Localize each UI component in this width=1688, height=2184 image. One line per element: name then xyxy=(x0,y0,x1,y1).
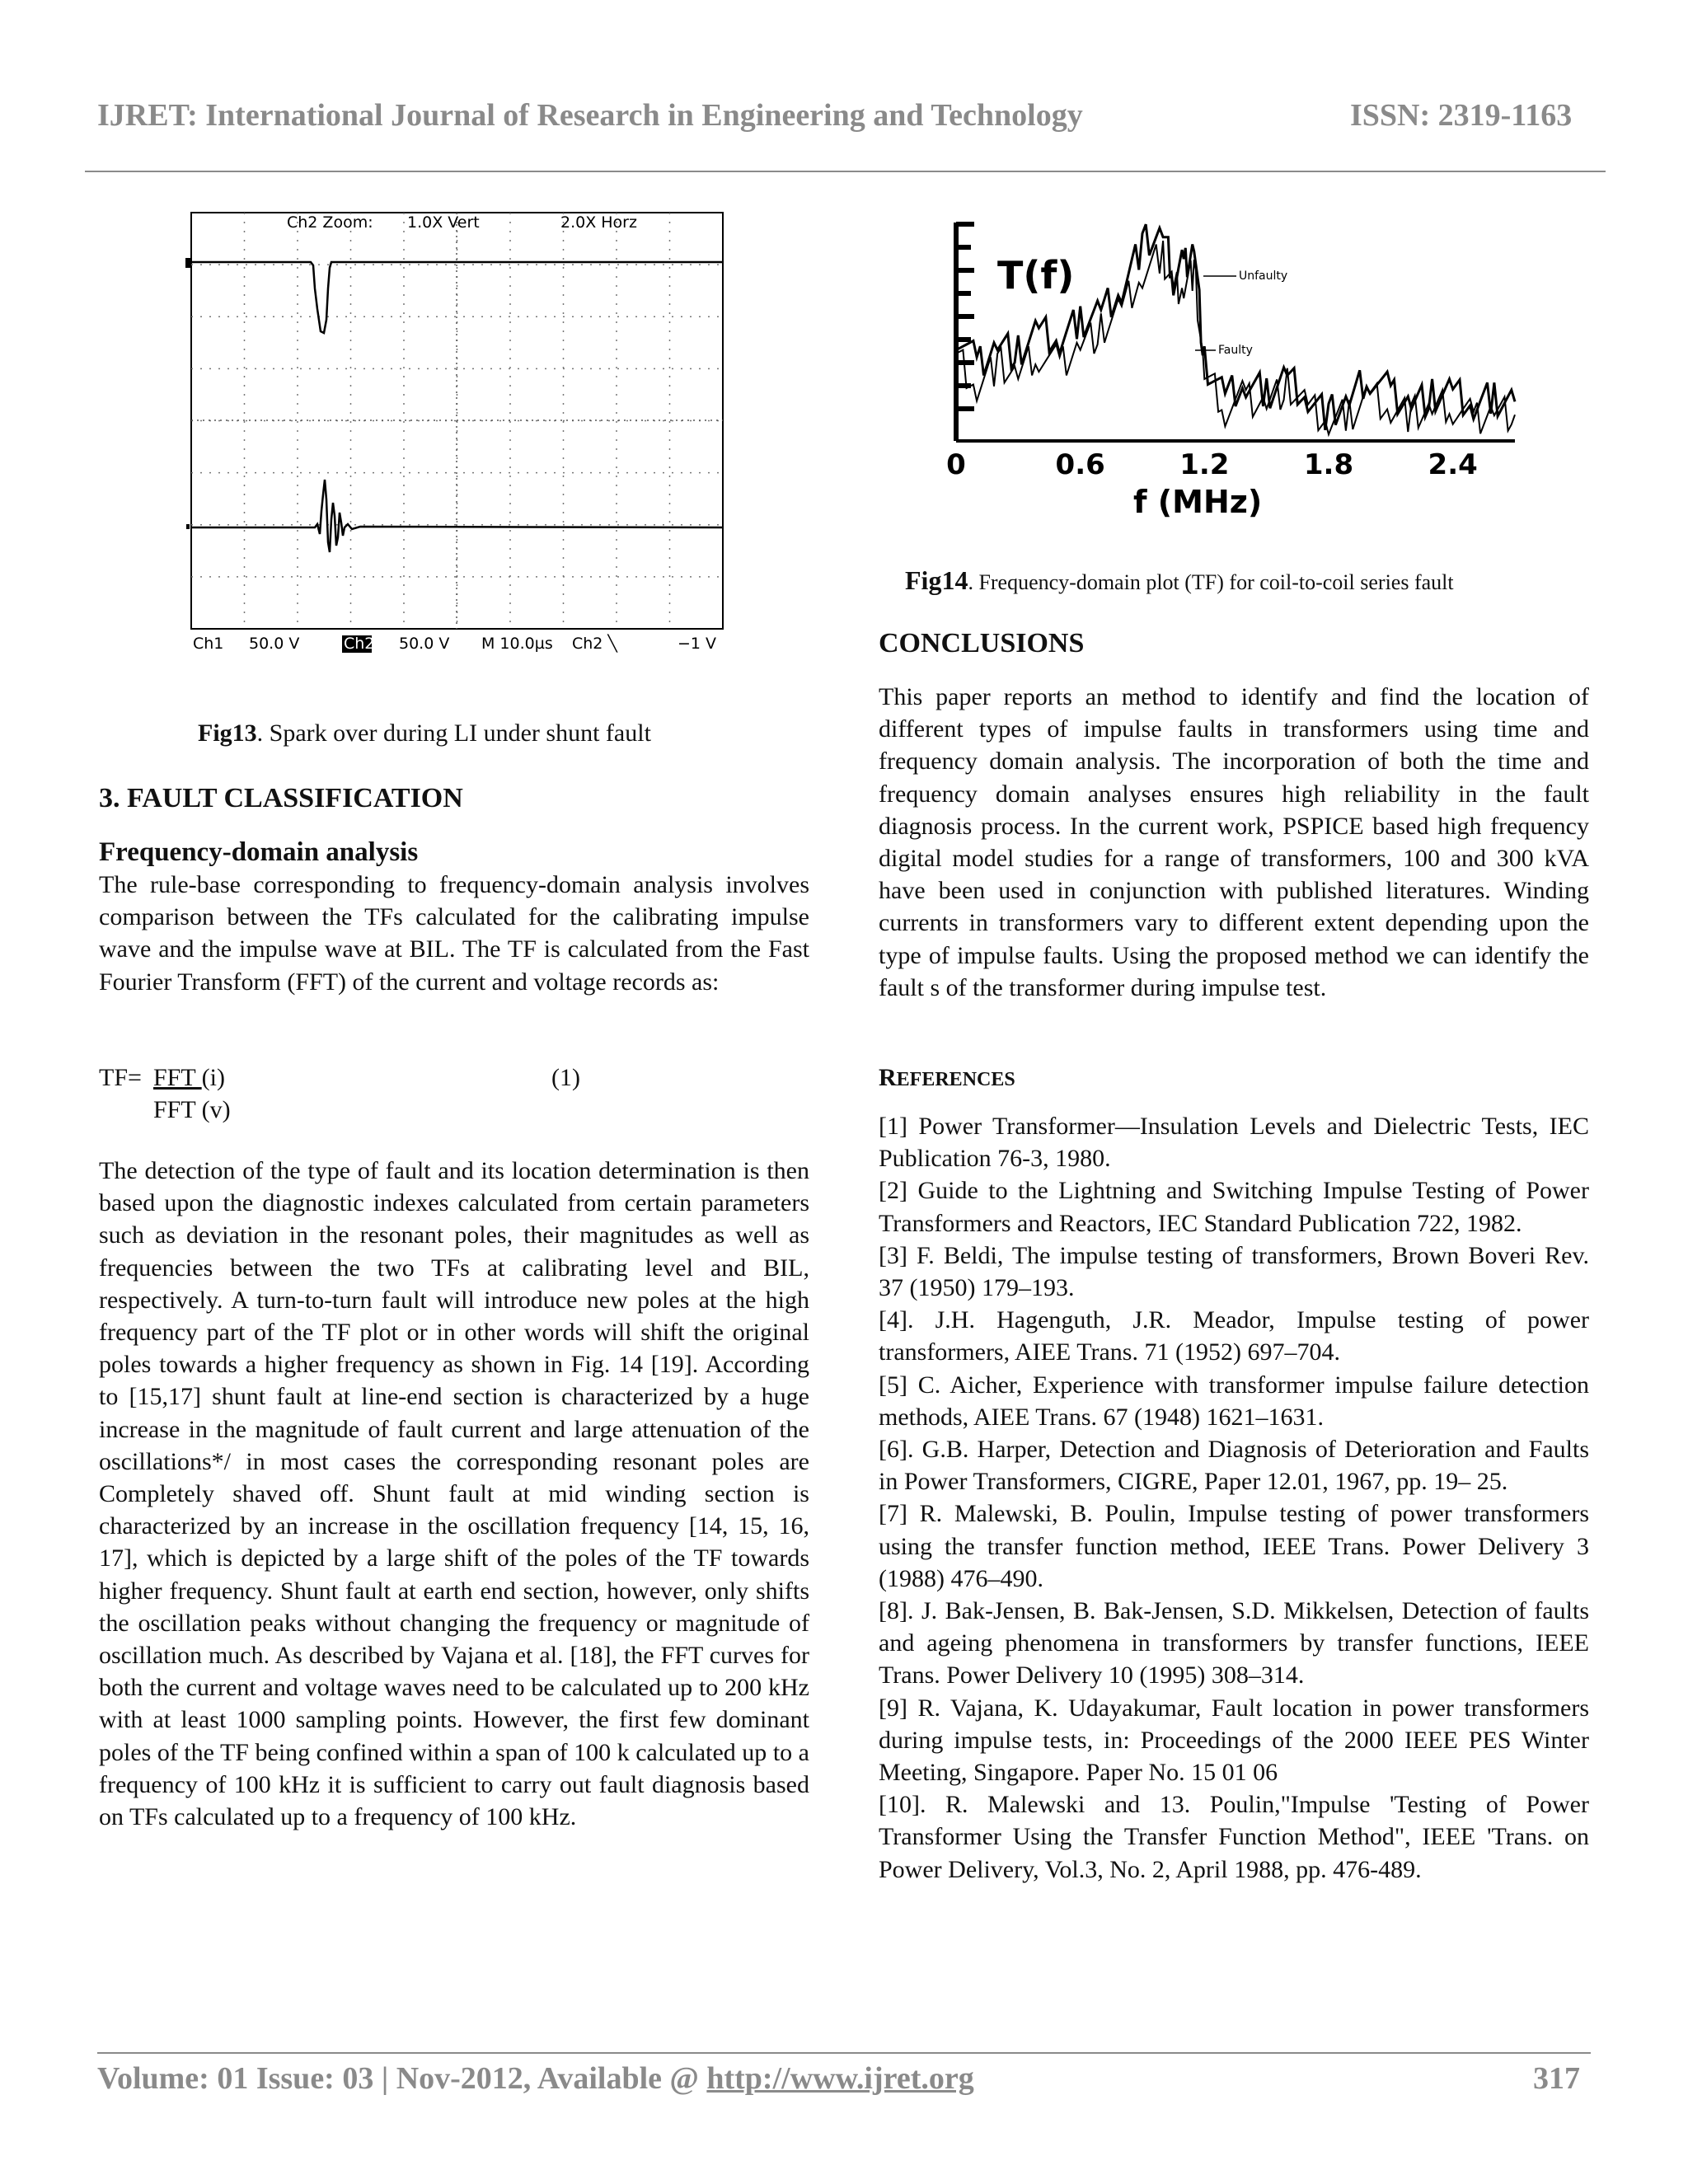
reference-item: [7] R. Malewski, B. Poulin, Impulse testing of power transformers using the transfer function method, IEEE Trans. Power Delivery 3 (1988) 476–490. xyxy=(879,1500,1589,1592)
equation-denominator: FFT (v) xyxy=(153,1096,231,1123)
section3-para2: The detection of the type of fault and its location determination is then based upon the diagnostic indexes calculated from certain parameters such as deviation in the resonant poles, their magnitudes as well as frequencies between the two TFs at calibrating level and BIL, respectively. A turn-to-turn fault will introduce new poles at the high frequency part of the TF plot or in other words will shift the original poles towards a higher frequency as shown in Fig. 14 [19]. According to [15,17] shunt fault at line-end section is characterized by a huge increase in the magnitude of fault current and large attenuation of the oscillations*/ in most cases the corresponding resonant poles are Completely shaved off. Shunt fault at mid winding section is characterized by an increase in the oscillation frequency [14, 15, 16, 17], which is depicted by a large shift of the poles of the TF towards higher frequency. Shunt fault at earth end section, however, only shifts the oscillation peaks without changing the frequency or magnitude of oscillation much. As described by Vajana et al. [18], the FFT curves for both the current and voltage waves need to be calculated up to 200 kHz with at least 1000 sampling points. However, the first few dominant poles of the TF being confined within a span of 100 k calculated up to a frequency of 100 kHz it is sufficient to carry out fault diagnosis based on TFs calculated up to a frequency of 100 kHz. xyxy=(99,1157,809,1831)
reference-item: [4]. J.H. Hagenguth, J.R. Meador, Impulse testing of power transformers, AIEE Trans. 71 (1952) 697–704. xyxy=(879,1306,1589,1366)
header-divider xyxy=(85,171,1606,172)
tf-y-axis xyxy=(956,223,974,441)
equation-numerator xyxy=(153,1062,225,1094)
footer-volume xyxy=(97,2060,974,2097)
scope-ch1-label: Ch1 xyxy=(193,635,224,653)
fig13-caption-text: . Spark over during LI under shunt fault xyxy=(256,719,651,747)
tf-frequency-plot xyxy=(931,206,1533,536)
x-tick-label: 1.8 xyxy=(1303,448,1354,481)
fig13-label: Fig13 xyxy=(198,719,257,747)
legend-faulty: Faulty xyxy=(1218,344,1253,357)
reference-item: [6]. G.B. Harper, Detection and Diagnosis of Deterioration and Faults in Power Transformers, CIGRE, Paper 12.01, 1967, pp. 19– 25. xyxy=(879,1436,1589,1496)
scope-vert-label: 1.0X Vert xyxy=(407,213,480,232)
reference-item: [8]. J. Bak-Jensen, B. Bak-Jensen, S.D. Mikkelsen, Detection of faults and ageing phenomena in transformers by transfer functions, IEEE Trans. Power Delivery 10 (1995) 308–314. xyxy=(879,1597,1589,1690)
scope-ch2-value: 50.0 V xyxy=(399,635,450,653)
references-title-initial: R xyxy=(879,1064,897,1091)
x-tick-label: 2.4 xyxy=(1428,448,1478,481)
tf-x-label: f (MHz) xyxy=(1133,484,1263,520)
scope-zoom-label: Ch2 Zoom: xyxy=(287,213,373,232)
fig14-label: Fig14 xyxy=(905,565,968,595)
scope-horz-label: 2.0X Horz xyxy=(560,213,637,232)
legend-unfaulty: Unfaulty xyxy=(1239,269,1288,283)
fig14-caption xyxy=(905,565,1454,596)
reference-item: [3] F. Beldi, The impulse testing of transformers, Brown Boveri Rev. 37 (1950) 179–193. xyxy=(879,1241,1589,1302)
subsection-title: Frequency-domain analysis xyxy=(99,837,419,867)
section-title: 3. FAULT CLASSIFICATION xyxy=(99,783,463,813)
equation-numerator-rest: (i) xyxy=(201,1064,225,1091)
reference-item: [9] R. Vajana, K. Udayakumar, Fault location in power transformers during impulse tests, in: Proceedings of the 2000 IEEE PES Winter Meeting, Singapore. Paper No. 15 01 06 xyxy=(879,1694,1589,1787)
scope-trigger-label: Ch2 ╲ xyxy=(572,635,617,653)
section3-para1: The rule-base corresponding to frequency-domain analysis involves comparison between the TFs calculated for the calibrating impulse wave and the impulse wave at BIL. The TF is calculated from the Fast Fourier Transform (FFT) of the current and voltage records as: xyxy=(99,871,809,996)
equation-numerator-underlined: FFT xyxy=(153,1064,202,1091)
issn: ISSN: 2319-1163 xyxy=(1350,98,1573,133)
scope-ch2-label: Ch2 xyxy=(344,635,375,653)
fig13-caption xyxy=(198,719,651,748)
tf-y-label: T(f) xyxy=(997,253,1075,298)
reference-item: [1] Power Transformer—Insulation Levels and Dielectric Tests, IEC Publication 76-3, 1980. xyxy=(879,1113,1589,1173)
fig14-figure xyxy=(931,206,1533,536)
equation-number: (1) xyxy=(551,1064,580,1091)
journal-link[interactable]: http://www.ijret.org xyxy=(706,2061,974,2096)
x-tick-label: 0.6 xyxy=(1055,448,1105,481)
scope-trigger-value: −1 V xyxy=(678,635,717,653)
references-list xyxy=(879,1110,1589,1886)
page-number: 317 xyxy=(1533,2061,1580,2096)
scope-ch1-value: 50.0 V xyxy=(249,635,300,653)
tf-x-ticks xyxy=(946,448,1478,481)
fig13-figure xyxy=(183,206,727,659)
scope-time-label: M 10.0µs xyxy=(481,635,553,653)
footer-divider xyxy=(97,2052,1591,2054)
equation-lhs: TF= xyxy=(99,1064,142,1091)
oscilloscope-plot xyxy=(183,206,727,659)
x-tick-label: 0 xyxy=(946,448,966,481)
conclusions-text: This paper reports an method to identify and find the location of different types of impulse faults in transformers using time and frequency domain analysis. The incorporation of both the time and frequency domain analyses ensures high reliability in the fault diagnosis process. In the current work, PSPICE based high frequency digital model studies for a range of transformers, 100 and 300 kVA have been used in conjunction with published literatures. Winding currents in transformers vary to different extent depending upon the type of impulse faults. Using the proposed method we can identify the fault s of the transformer during impulse test. xyxy=(879,683,1589,1001)
references-title xyxy=(879,1064,1015,1092)
fig14-caption-text: . Frequency-domain plot (TF) for coil-to-coil series fault xyxy=(968,570,1454,594)
references-title-rest: EFERENCES xyxy=(896,1069,1015,1090)
journal-title: IJRET: International Journal of Research in Engineering and Technology xyxy=(97,98,1083,133)
x-tick-label: 1.2 xyxy=(1179,448,1230,481)
footer-volume-text: Volume: 01 Issue: 03 | Nov-2012, Available @ xyxy=(97,2061,707,2096)
reference-item: [10]. R. Malewski and 13. Poulin,"Impulse 'Testing of Power Transformer Using the Transfer Function Method", IEEE 'Trans. on Power Delivery, Vol.3, No. 2, April 1988, pp. 476-489. xyxy=(879,1791,1589,1883)
ch1-marker xyxy=(185,258,190,268)
reference-item: [2] Guide to the Lightning and Switching Impulse Testing of Power Transformers and Reactors, IEC Standard Publication 722, 1982. xyxy=(879,1177,1589,1237)
conclusions-title: CONCLUSIONS xyxy=(879,628,1085,658)
ch2-marker xyxy=(186,524,190,529)
reference-item: [5] C. Aicher, Experience with transformer impulse failure detection methods, AIEE Trans. 67 (1948) 1621–1631. xyxy=(879,1371,1589,1431)
